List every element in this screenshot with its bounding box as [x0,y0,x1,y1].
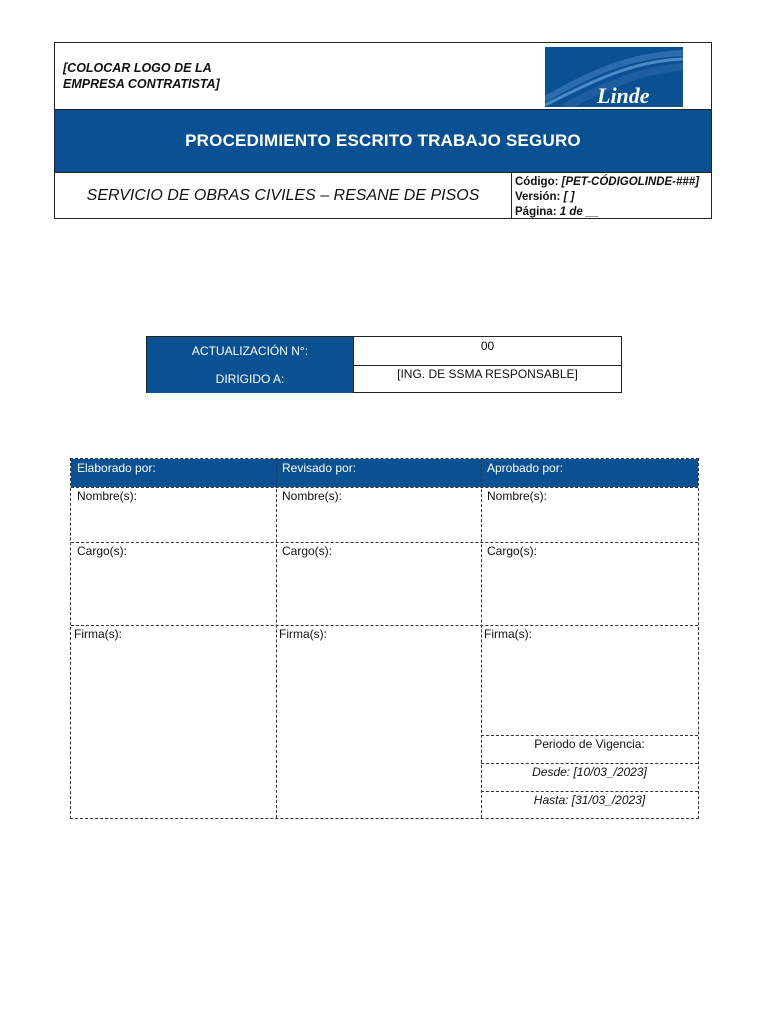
validity-to: Hasta: [31/03_/2023] [533,793,646,807]
name-label-approved: Nombre(s): [487,489,548,503]
linde-logo-text: Linde [597,83,650,107]
document-meta [515,175,711,220]
code-value: [PET-CÓDIGOLINDE-###] [561,176,700,188]
signature-label-reviewed: Firma(s): [279,627,327,641]
contractor-logo-placeholder [63,60,263,92]
linde-logo [545,47,683,107]
directed-to-label: DIRIGIDO A: [147,365,354,393]
header-info-row [54,172,712,219]
reviewed-by-header: Revisado por: [276,459,481,487]
row-divider [71,625,698,626]
row-divider [481,735,698,736]
elaborated-by-header: Elaborado por: [71,459,276,487]
logo-placeholder-line1: [COLOCAR LOGO DE LA [63,61,212,75]
header-top-row [54,42,712,109]
approved-by-header: Aprobado por: [481,459,698,487]
role-label-approved: Cargo(s): [487,544,538,558]
page-label: Página: [515,206,557,218]
validity-period-title: Periodo de Vigencia: [534,737,645,751]
service-title: SERVICIO DE OBRAS CIVILES – RESANE DE PISOS [55,173,512,218]
role-label-reviewed: Cargo(s): [282,544,333,558]
signature-label-approved: Firma(s): [484,627,532,641]
version-label: Versión: [515,191,561,203]
document-title: PROCEDIMIENTO ESCRITO TRABAJO SEGURO [54,109,712,173]
name-label-reviewed: Nombre(s): [282,489,343,503]
role-label-elaborated: Cargo(s): [77,544,128,558]
row-divider [71,542,698,543]
signature-label-elaborated: Firma(s): [74,627,122,641]
page-value: 1 de __ [559,206,599,218]
version-value: [ ] [563,191,575,203]
update-table [146,336,622,393]
update-number-label: ACTUALIZACIÓN N°: [147,337,354,365]
row-divider [481,791,698,792]
validity-from: Desde: [10/03_/2023] [532,765,647,779]
row-divider [71,487,698,488]
update-row [147,337,621,366]
approval-table [70,458,699,819]
row-divider [481,763,698,764]
directed-to-value: [ING. DE SSMA RESPONSABLE] [397,367,578,381]
update-row [147,365,621,393]
name-label-elaborated: Nombre(s): [77,489,138,503]
column-divider [276,459,277,818]
code-label: Código: [515,176,559,188]
update-number-value: 00 [480,339,495,353]
logo-placeholder-line2: EMPRESA CONTRATISTA] [63,77,220,91]
